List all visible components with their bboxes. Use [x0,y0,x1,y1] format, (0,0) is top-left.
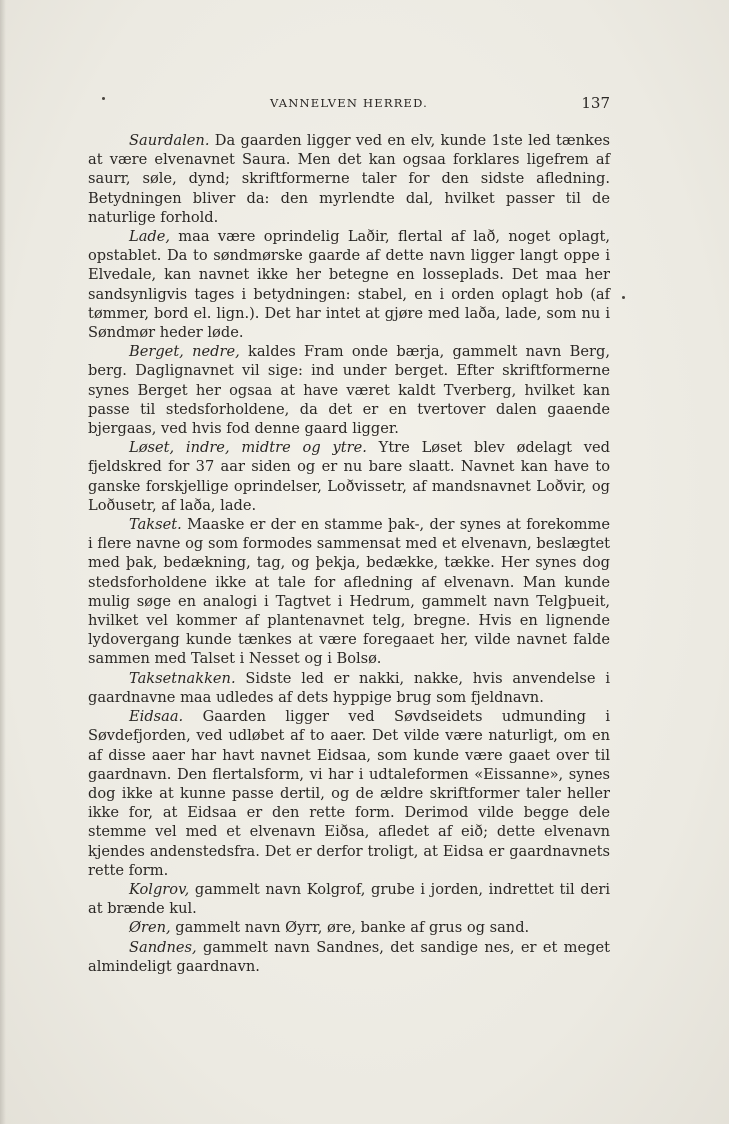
entry-paragraph [88,918,610,937]
body-text [88,131,610,976]
entry-text: gammelt navn Øyrr, øre, banke af grus og sand. [170,919,530,937]
entry-lead: Løset, indre, midtre og ytre. [129,439,367,457]
entry-text: maa være oprindelig Laðir, flertal af lað, noget oplagt, opstablet. Da to søndmørske gaarde af dette navn ligger langt oppe i Elvedale, kan navnet ikke her betegne en losseplads. Det maa her sandsynligvis tages i betydningen: stabel, en i orden oplagt hob (af tømmer, bord el. lign.). Det har intet at gjøre med laða, lade, som nu i Søndmør heder løde. [88,228,610,342]
running-head: VANNELVEN HERRED. [269,96,429,110]
entry-paragraph [88,438,610,515]
entry-text: Ytre Løset blev ødelagt ved fjeldskred for 37 aar siden og er nu bare slaatt. Navnet kan have to ganske forskjellige oprindelser, Loðvissetr, af mandsnavnet Loðvir, og Loðusetr, af laða, lade. [88,439,610,514]
entry-text: Sidste led er nakki, nakke, hvis anvendelse i gaardnavne maa udledes af dets hyppige brug som fjeldnavn. [88,669,610,706]
entry-paragraph [88,515,610,669]
entry-lead: Øren, [129,919,171,937]
entry-paragraph [88,880,610,918]
entry-text: Gaarden ligger ved Søvdseidets udmunding i Søvdefjorden, ved udløbet af to aaer. Det vilde være naturligt, om en af disse aaer har havt navnet Eidsaa, som kunde være gaaet over til gaardnavn. Den flertalsform, vi har i udtaleformen «Eissanne», synes dog ikke at kunne passe dertil, og de ældre skriftformer taler heller ikke for, at Eidsaa er den rette form. Derimod vilde begge dele stemme vel med et elvenavn Eiðsa, afledet af eið; dette elvenavn kjendes andenstedsfra. Det er derfor troligt, at Eidsa er gaardnavnets rette form. [88,708,610,879]
entry-lead: Berget, nedre, [129,343,240,361]
print-speck [622,296,625,299]
entry-lead: Saurdalen. [129,132,210,149]
entry-lead: Sandnes, [129,938,197,956]
entry-lead: Taksetnakken. [129,669,236,687]
entry-paragraph [88,669,610,707]
entry-text: Da gaarden ligger ved en elv, kunde 1ste led tænkes at være elvenavnet Saura. Men det kan ogsaa forklares ligefrem af saurr, søle, dynd; skriftformerne taler for den sidste afledning. Betydningen bliver da: den myrlendte dal, hvilket passer til de naturlige forhold. [88,132,610,226]
entry-text: gammelt navn Kolgrof, grube i jorden, indrettet til deri at brænde kul. [88,880,610,918]
page-header [88,94,610,114]
entry-text: Maaske er der en stamme þak-, der synes at forekomme i flere navne og som formodes sammensat med et elvenavn, beslægtet med þak, bedækning, tag, og þekja, bedække, tække. Her synes dog stedsforholdene ikke at tale for afledning af elvenavn. Man kunde mulig søge en analogi i Tagtvet i Hedrum, gammelt navn Telgþueit, hvilket vel kommer af plantenavnet telg, bregne. Hvis en lignende lydovergang kunde tænkes at være foregaaet her, vilde navnet falde sammen med Talset i Nesset og i Bolsø. [88,516,610,668]
entry-lead: Takset. [129,516,182,534]
entry-paragraph [88,707,610,880]
page-edge-shadow [0,0,6,1124]
entry-lead: Lade, [129,228,171,246]
entry-text: kaldes Fram onde bærja, gammelt navn Berg, berg. Daglignavnet vil sige: ind under berget. Efter skriftformerne synes Berget her ogsaa at have været kaldt Tverberg, hvilket kan passe til stedsforholdene, da det er en tvertover dalen gaaende bjergaas, ved hvis fod denne gaard ligger. [88,343,610,438]
entry-paragraph [88,227,610,342]
entry-paragraph [88,131,610,227]
entry-lead: Eidsaa. [129,708,184,726]
entry-paragraph [88,938,610,976]
entry-text: gammelt navn Sandnes, det sandige nes, er et meget almindeligt gaardnavn. [88,938,610,975]
entry-lead: Kolgrov, [129,880,190,898]
entry-paragraph [88,342,610,438]
page-number: 137 [581,94,610,112]
